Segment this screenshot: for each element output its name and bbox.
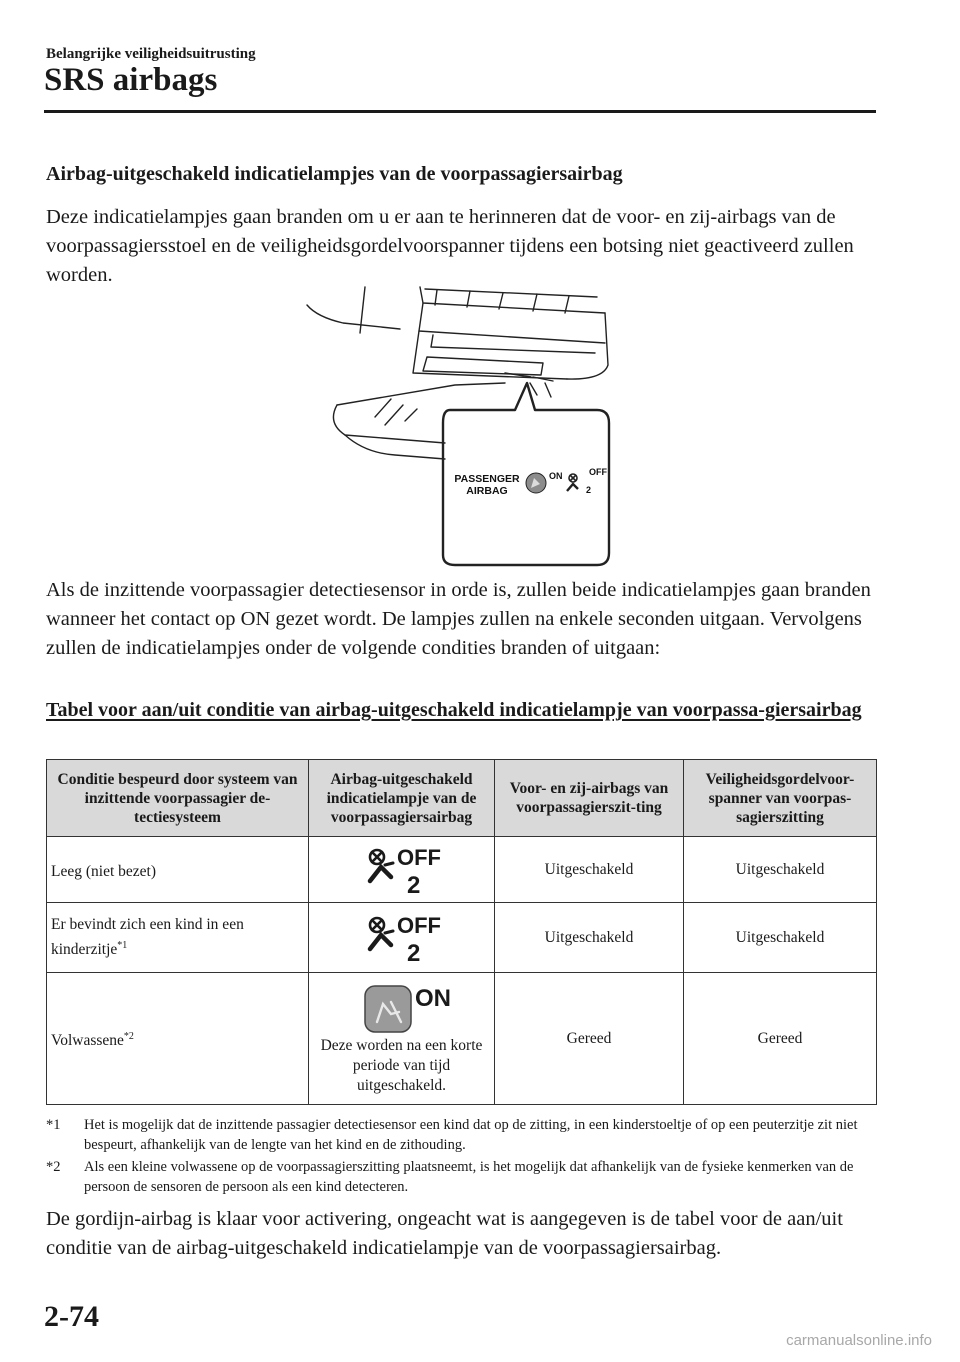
airbag-label: AIRBAG <box>466 485 508 497</box>
pretensioner-cell: Gereed <box>684 973 877 1105</box>
indicator-note: Deze worden na een korte periode van tijd uitgeschakeld. <box>320 1036 483 1094</box>
off-text: OFF <box>396 912 441 938</box>
airbags-cell: Uitgeschakeld <box>495 837 684 903</box>
page-title: SRS airbags <box>44 62 218 98</box>
footnote-1: *1 Het is mogelijk dat de inzittende passagier detectiesensor een kind dat op de zitting, in een kinderstoeltje of op een peuterzitje zit niet bespeurt, afhankelijk van de lengte van het kind en de zithouding. <box>46 1117 858 1153</box>
page-number: 2-74 <box>44 1300 99 1333</box>
indicator-cell <box>309 973 495 1105</box>
closing-paragraph: De gordijn-airbag is klaar voor activering, ongeacht wat is aangegeven is de tabel voor de aan/uit conditie van de airbag-uitgeschakeld indicatielampje van de voorpassagiersairbag. <box>46 1208 843 1259</box>
sensor-paragraph: Als de inzittende voorpassagier detectiesensor in orde is, zullen beide indicatielampjes gaan branden wanneer het contact op ON gezet wordt. De lampjes zullen na enkele seconden uitgaan. Vervolgens zullen de indicatielampjes onder de volgende condities branden of uitgaan: <box>46 579 871 659</box>
table-title: Tabel voor aan/uit conditie van airbag-uitgeschakeld indicatielampje van voorpassa-giersairbag <box>46 699 862 721</box>
airbags-cell: Uitgeschakeld <box>495 903 684 973</box>
table-row <box>47 973 877 1105</box>
off-indicator-icon <box>567 474 578 491</box>
table-row <box>47 837 877 903</box>
indicator-cell <box>309 837 495 903</box>
indicator-location-illustration <box>305 285 615 567</box>
off-number: 2 <box>586 485 592 495</box>
pretensioner-cell: Uitgeschakeld <box>684 837 877 903</box>
off-text: OFF <box>396 844 441 870</box>
intro-paragraph: Deze indicatielampjes gaan branden om u er aan te herinneren dat de voor- en zij-airbags van de voorpassagiersstoel en de veiligheidsgordelvoorspanner tijdens een botsing niet geactiveerd zullen worden. <box>46 206 854 286</box>
header-airbags: Voor- en zij-airbags van voorpassagierszit-ting <box>495 760 684 837</box>
condition-cell: Er bevindt zich een kind in een kinderzitje$^{*1}$ <box>47 903 309 973</box>
airbag-on-icon <box>347 982 457 1036</box>
on-label: ON <box>549 471 563 481</box>
header-pretensioner: Veiligheidsgordelvoor-spanner van voorpas-sagierszitting <box>684 760 877 837</box>
off-label: OFF <box>589 467 607 477</box>
condition-cell: Volwassene$^{*2}$ <box>47 973 309 1105</box>
header-indicator: Airbag-uitgeschakeld indicatielampje van de voorpassagiersairbag <box>309 760 495 837</box>
pretensioner-cell: Uitgeschakeld <box>684 903 877 973</box>
passenger-label: PASSENGER <box>454 473 520 485</box>
table-row <box>47 903 877 973</box>
title-rule <box>44 110 876 113</box>
condition-cell: Leeg (niet bezet) <box>47 837 309 903</box>
header-condition: Conditie bespeurd door systeem van inzittende voorpassagier de-tectiesysteem <box>47 760 309 837</box>
subheading: Airbag-uitgeschakeld indicatielampjes van de voorpassagiersairbag <box>46 163 623 185</box>
section-label: Belangrijke veiligheidsuitrusting <box>46 46 256 62</box>
off-number-text: 2 <box>406 939 420 965</box>
on-text: ON <box>414 984 451 1012</box>
footnotes <box>46 1115 876 1199</box>
airbag-off-icon <box>347 843 457 897</box>
condition-table <box>46 759 877 1105</box>
off-number-text: 2 <box>406 871 420 897</box>
footnote-2: *2 Als een kleine volwassene op de voorpassagierszitting plaatsneemt, is het mogelijk dat afhankelijk van de fysieke kenmerken van de persoon de sensoren de persoon als een kind detecteren. <box>46 1159 854 1195</box>
watermark: carmanualsonline.info <box>786 1332 932 1349</box>
airbag-off-icon <box>347 911 457 965</box>
airbags-cell: Gereed <box>495 973 684 1105</box>
on-indicator-icon <box>526 473 546 493</box>
table-header-row <box>47 760 877 837</box>
indicator-cell <box>309 903 495 973</box>
